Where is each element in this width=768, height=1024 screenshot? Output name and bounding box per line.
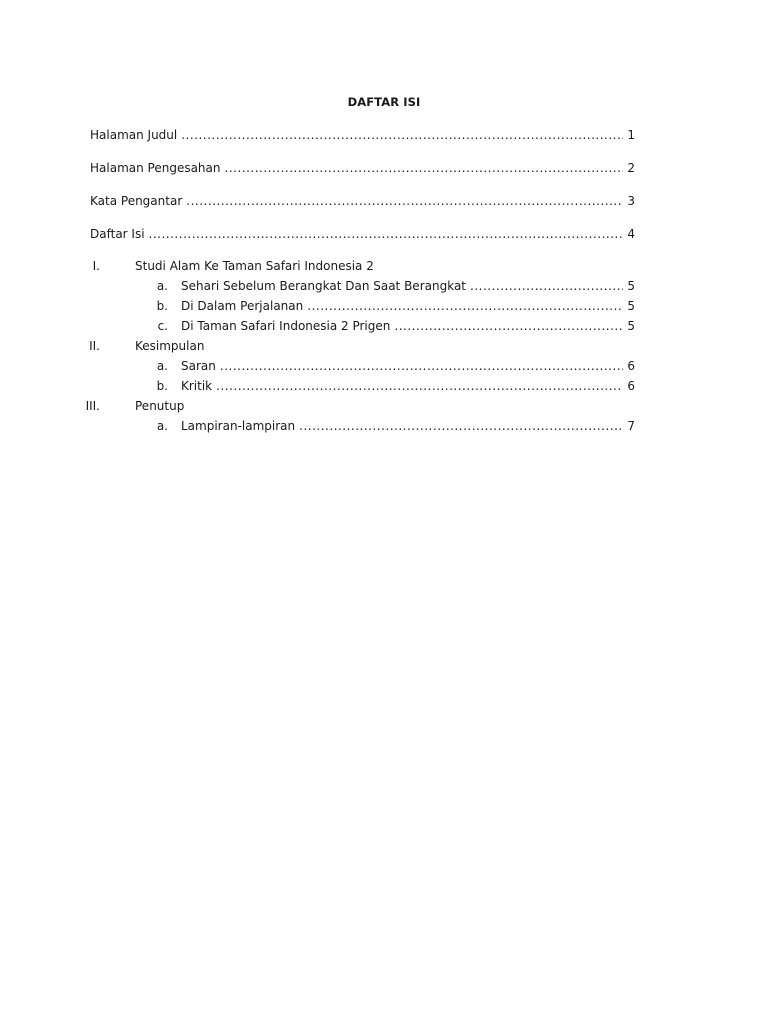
dot-leader xyxy=(225,161,624,175)
toc-subentry-page: 6 xyxy=(627,379,635,393)
toc-subentry-page: 6 xyxy=(627,359,635,373)
toc-entry xyxy=(90,194,635,208)
dot-leader xyxy=(220,359,623,373)
chapter-numeral: II. xyxy=(89,339,100,353)
item-letter: b. xyxy=(156,299,168,313)
toc-subentry-label: Di Dalam Perjalanan xyxy=(181,299,304,313)
toc-entry-label: Kata Pengantar xyxy=(90,194,183,208)
dot-leader xyxy=(149,227,624,241)
toc-subentry xyxy=(181,359,635,373)
toc-entry-label: Halaman Pengesahan xyxy=(90,161,221,175)
toc-subentry xyxy=(181,299,635,313)
dot-leader xyxy=(181,128,623,142)
dot-leader xyxy=(216,379,623,393)
item-letter: c. xyxy=(157,319,168,333)
toc-subentry-page: 5 xyxy=(627,319,635,333)
toc-entry-label: Daftar Isi xyxy=(90,227,145,241)
toc-subentry-label: Sehari Sebelum Berangkat Dan Saat Berangkat xyxy=(181,279,466,293)
toc-subentry xyxy=(181,279,635,293)
toc-entry xyxy=(90,128,635,142)
item-letter: a. xyxy=(156,279,168,293)
toc-subentry xyxy=(181,319,635,333)
chapter-numeral: I. xyxy=(92,259,100,273)
toc-entry-page: 3 xyxy=(627,194,635,208)
toc-subentry-label: Di Taman Safari Indonesia 2 Prigen xyxy=(181,319,391,333)
toc-entry-label: Halaman Judul xyxy=(90,128,178,142)
toc-subentry xyxy=(181,419,635,433)
dot-leader xyxy=(470,279,623,293)
toc-entry xyxy=(90,161,635,175)
page-title: DAFTAR ISI xyxy=(347,95,421,109)
item-letter: a. xyxy=(156,359,168,373)
dot-leader xyxy=(394,319,623,333)
dot-leader xyxy=(186,194,623,208)
dot-leader xyxy=(307,299,623,313)
toc-entry-page: 4 xyxy=(627,227,635,241)
chapter-numeral: III. xyxy=(85,399,100,413)
toc-entry-page: 1 xyxy=(627,128,635,142)
toc-subentry-label: Lampiran-lampiran xyxy=(181,419,296,433)
toc-entry xyxy=(90,227,635,241)
chapter-title: Studi Alam Ke Taman Safari Indonesia 2 xyxy=(135,259,374,273)
chapter-title: Penutup xyxy=(135,399,185,413)
chapter-title: Kesimpulan xyxy=(135,339,205,353)
item-letter: b. xyxy=(156,379,168,393)
dot-leader xyxy=(299,419,623,433)
toc-subentry xyxy=(181,379,635,393)
toc-subentry-label: Kritik xyxy=(181,379,213,393)
item-letter: a. xyxy=(156,419,168,433)
toc-subentry-label: Saran xyxy=(181,359,216,373)
toc-subentry-page: 5 xyxy=(627,299,635,313)
toc-subentry-page: 5 xyxy=(627,279,635,293)
toc-entry-page: 2 xyxy=(627,161,635,175)
toc-subentry-page: 7 xyxy=(627,419,635,433)
